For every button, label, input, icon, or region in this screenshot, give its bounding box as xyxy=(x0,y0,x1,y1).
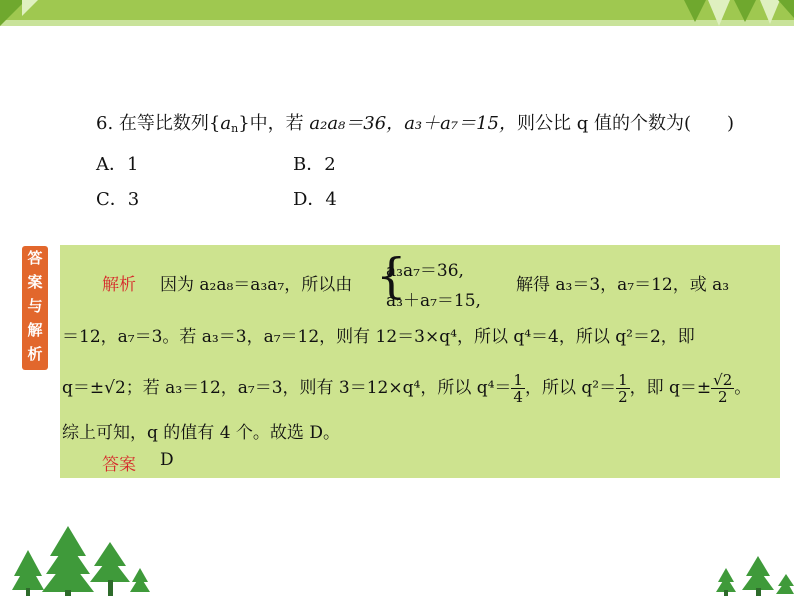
tree-cluster-right-icon xyxy=(712,554,794,596)
line3-part-d: 。 xyxy=(734,378,752,398)
option-c[interactable]: C．3 xyxy=(96,189,140,210)
system-eq-top: a₃a₇＝36, xyxy=(386,261,464,281)
condition-1: a₂a₈＝36， xyxy=(309,113,405,134)
frac-den: 4 xyxy=(513,388,523,406)
tag-char: 与 xyxy=(27,297,43,315)
top-bar-stripe xyxy=(0,20,794,26)
fraction-root2-over-2 xyxy=(711,372,734,405)
tag-char: 案 xyxy=(27,273,43,291)
option-b[interactable]: B．2 xyxy=(293,154,336,175)
option-a[interactable]: A．1 xyxy=(96,154,139,175)
fraction-one-half xyxy=(616,372,630,405)
solution-line-2: ＝12，a₇＝3。若 a₃＝3，a₇＝12，则有 12＝3×q⁴，所以 q⁴＝4，所以 q²＝2，即 xyxy=(62,327,695,347)
answer-value: D xyxy=(160,450,174,470)
system-brace: { xyxy=(376,248,407,304)
fraction-one-quarter xyxy=(511,372,525,405)
tag-char: 析 xyxy=(27,345,43,363)
tag-char: 答 xyxy=(27,249,43,267)
condition-2: a₃＋a₇＝15， xyxy=(404,113,517,134)
stem-mid: }中，若 xyxy=(238,113,310,134)
answer-analysis-tag xyxy=(22,246,48,370)
solution-line-4: 综上可知，q 的值有 4 个。故选 D。 xyxy=(62,423,340,443)
frac-den: 2 xyxy=(717,388,728,406)
solution-line-3 xyxy=(62,372,751,405)
option-d[interactable]: D．4 xyxy=(293,189,337,210)
frac-num: 1 xyxy=(618,371,628,389)
tag-char: 解 xyxy=(27,321,43,339)
answer-label: 答案 xyxy=(102,455,136,475)
frac-num: 1 xyxy=(513,371,523,389)
line3-part-c: ，即 q＝± xyxy=(629,378,712,398)
question-stem xyxy=(96,111,734,142)
frac-num: √2 xyxy=(713,371,733,389)
tree-cluster-left-icon xyxy=(10,520,150,596)
solution-label: 解析 xyxy=(102,275,136,295)
stem-seq: a xyxy=(220,113,232,134)
frac-den: 2 xyxy=(618,388,628,406)
corner-leaf-decoration-light xyxy=(22,0,38,16)
system-eq-bottom: a₃＋a₇＝15, xyxy=(386,291,481,311)
solution-line-1b: 解得 a₃＝3，a₇＝12，或 a₃ xyxy=(516,275,730,295)
top-right-leaf-decoration xyxy=(684,0,794,30)
solution-line-1a: 因为 a₂a₈＝a₃a₇，所以由 xyxy=(160,275,353,295)
stem-prefix: 6. 在等比数列{ xyxy=(96,113,221,134)
stem-sub: n xyxy=(231,122,239,135)
stem-suffix: 则公比 q 值的个数为( ) xyxy=(517,113,735,134)
line3-part-a: q＝±√2；若 a₃＝12，a₇＝3，则有 3＝12×q⁴，所以 q⁴＝ xyxy=(62,378,512,398)
line3-part-b: ，所以 q²＝ xyxy=(524,378,617,398)
